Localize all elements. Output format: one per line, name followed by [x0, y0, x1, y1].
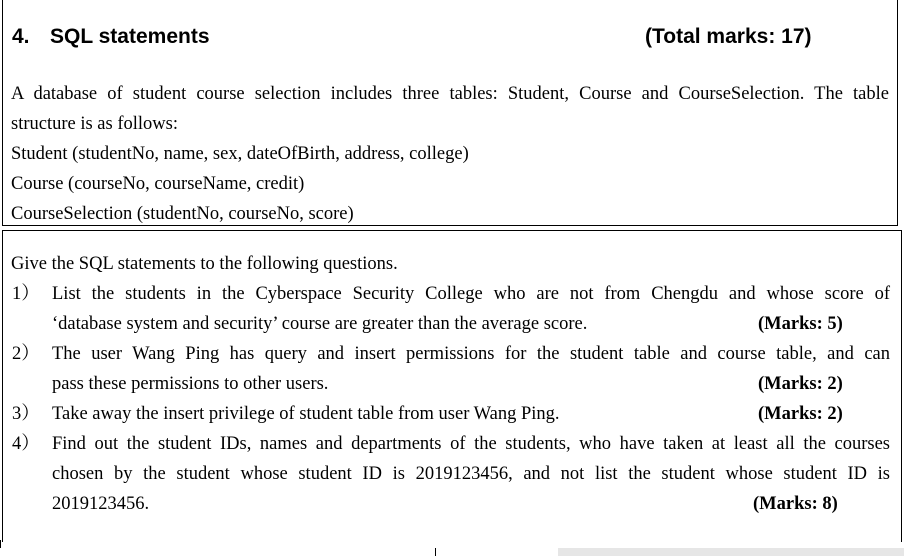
question-3-number: 3）: [12, 404, 40, 424]
section-heading: [12, 21, 210, 53]
question-2-marks: (Marks: 2): [758, 374, 843, 394]
question-4-number: 4）: [12, 434, 40, 454]
question-4-line-1: Find out the student IDs, names and departments of the students, who have taken at least all the courses: [52, 434, 890, 454]
question-1-line-1: List the students in the Cyberspace Security College who are not from Chengdu and whose score of: [52, 284, 890, 304]
intro-line-2: structure is as follows:: [11, 114, 178, 134]
question-2-number: 2）: [12, 344, 40, 364]
table-course: Course (courseNo, courseName, credit): [11, 174, 305, 194]
question-1-line-2: ‘database system and security’ course are greater than the average score.: [52, 314, 588, 334]
instruction: Give the SQL statements to the following questions.: [11, 254, 398, 274]
question-3-marks: (Marks: 2): [758, 404, 843, 424]
question-3-line-1: Take away the insert privilege of student table from user Wang Ping.: [52, 404, 560, 424]
question-4-marks: (Marks: 8): [753, 494, 838, 514]
total-marks: (Total marks: 17): [645, 25, 812, 48]
question-2-line-1: The user Wang Ping has query and insert permissions for the student table and course table, and can: [52, 344, 890, 364]
question-1-marks: (Marks: 5): [758, 314, 843, 334]
question-1-number: 1）: [12, 284, 40, 304]
table-courseselection: CourseSelection (studentNo, courseNo, score): [11, 204, 354, 224]
page-edge-mark: [435, 548, 436, 556]
table-student: Student (studentNo, name, sex, dateOfBirth, address, college): [11, 144, 469, 164]
section-number: 4.: [12, 25, 30, 48]
intro-line-1: A database of student course selection includes three tables: Student, Course and CourseSelection. The table: [11, 84, 889, 104]
question-2-line-2: pass these permissions to other users.: [52, 374, 329, 394]
section-title: SQL statements: [50, 25, 210, 48]
page-edge-mark: [0, 540, 1, 548]
footer-strip: [558, 548, 904, 556]
question-4-line-2: chosen by the student whose student ID is 2019123456, and not list the student whose student ID is: [52, 464, 890, 484]
question-4-line-3: 2019123456.: [52, 494, 150, 514]
